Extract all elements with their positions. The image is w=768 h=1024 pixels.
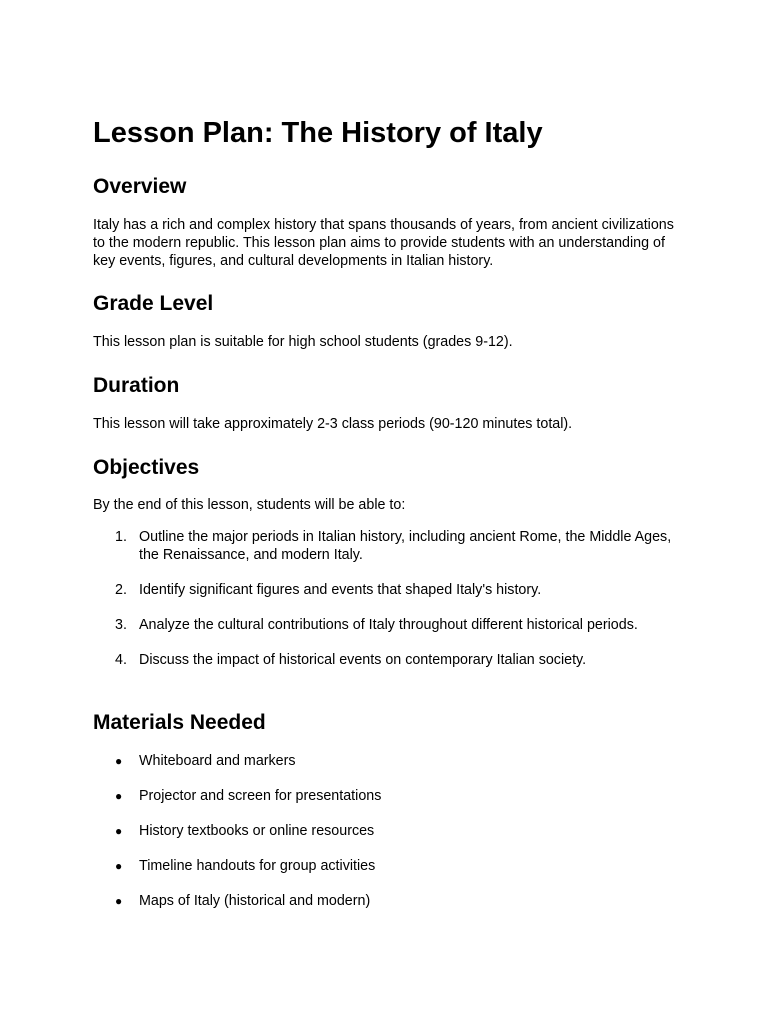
material-text: Timeline handouts for group activities: [139, 858, 376, 874]
material-text: Whiteboard and markers: [139, 753, 296, 769]
material-text: History textbooks or online resources: [139, 823, 375, 839]
list-number: 1.: [115, 529, 127, 545]
materials-heading: Materials Needed: [93, 711, 266, 734]
bullet-icon: ●: [115, 894, 123, 908]
list-number: 3.: [115, 617, 127, 633]
objective-text: Identify significant figures and events that shaped Italy's history.: [139, 582, 542, 598]
bullet-icon: ●: [115, 789, 123, 803]
material-item: [93, 857, 683, 875]
objective-item: [93, 581, 683, 599]
material-item: [93, 822, 683, 840]
document-title: Lesson Plan: The History of Italy: [93, 117, 543, 149]
duration-heading: Duration: [93, 374, 180, 397]
bullet-icon: ●: [115, 859, 123, 873]
material-text: Maps of Italy (historical and modern): [139, 893, 371, 909]
bullet-icon: ●: [115, 824, 123, 838]
objective-text: Discuss the impact of historical events on contemporary Italian society.: [139, 652, 587, 668]
objective-text: Analyze the cultural contributions of Italy throughout different historical periods.: [139, 617, 638, 633]
objectives-heading: Objectives: [93, 456, 200, 479]
objective-text: Outline the major periods in Italian history, including ancient Rome, the Middle Ages, the Renaissance, and modern Italy.: [139, 529, 672, 563]
objective-item: [93, 616, 683, 634]
grade-level-text: This lesson plan is suitable for high school students (grades 9-12).: [93, 334, 513, 350]
objectives-intro: By the end of this lesson, students will be able to:: [93, 497, 406, 513]
objective-item: [93, 651, 683, 669]
list-number: 2.: [115, 582, 127, 598]
material-item: [93, 752, 683, 770]
bullet-icon: ●: [115, 754, 123, 768]
overview-text: Italy has a rich and complex history that spans thousands of years, from ancient civilizations to the modern republic. This lesson plan aims to provide students with an understanding of key events, figures, and cultural developments in Italian history.: [93, 217, 674, 269]
duration-text: This lesson will take approximately 2-3 class periods (90-120 minutes total).: [93, 416, 573, 432]
material-item: [93, 787, 683, 805]
objective-item: [93, 528, 683, 564]
grade-level-heading: Grade Level: [93, 292, 214, 315]
material-item: [93, 892, 683, 910]
objectives-list: [93, 528, 683, 686]
list-number: 4.: [115, 652, 127, 668]
materials-list: [93, 752, 683, 927]
material-text: Projector and screen for presentations: [139, 788, 382, 804]
overview-heading: Overview: [93, 175, 187, 198]
